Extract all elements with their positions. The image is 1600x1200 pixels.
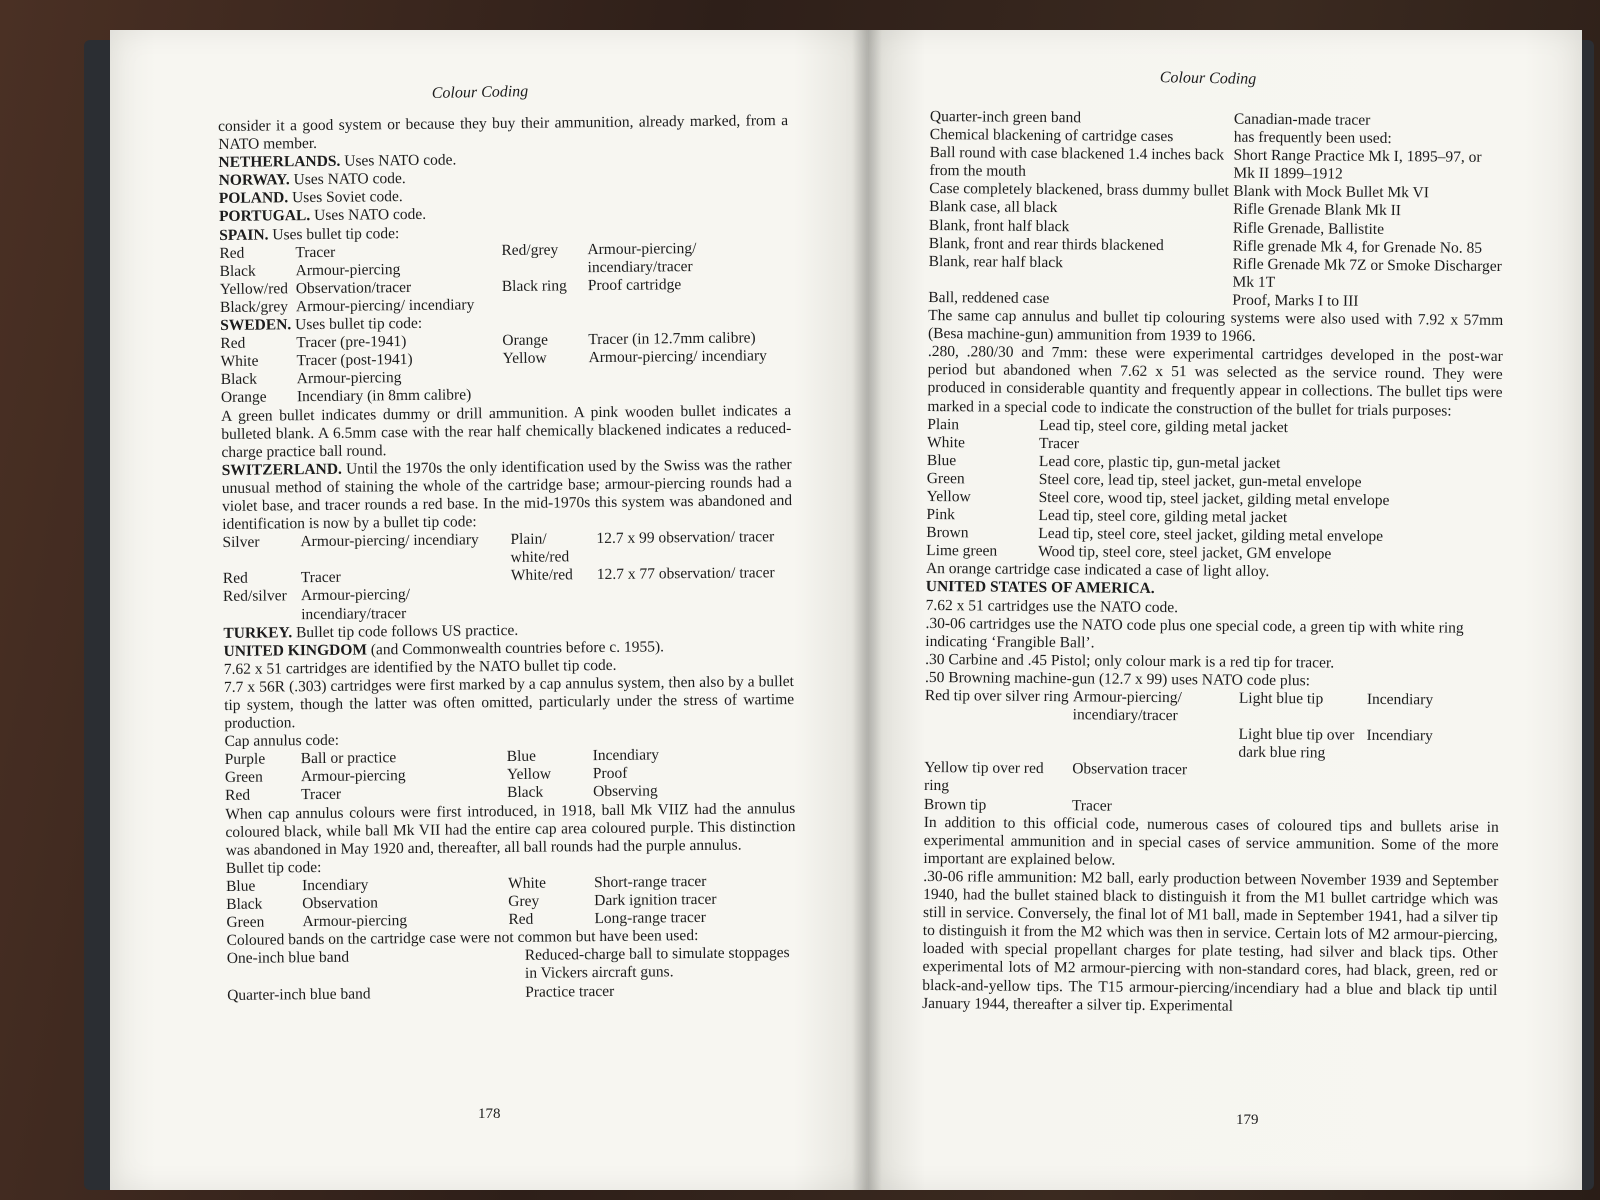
code-colour: White [507,874,546,892]
country-text: Uses Soviet code. [288,188,403,207]
country-name: SWITZERLAND. [221,460,342,479]
band-meaning: has frequently been used: [1233,128,1392,148]
code-meaning: Tracer [301,786,342,804]
code-meaning: Armour-piercing/ incendiary [300,531,479,551]
code-colour: Blue [926,451,957,470]
uk-paragraph: When cap annulus colours were first introduced, in 1918, ball Mk VIIZ had the annulus coloured black, while ball Mk VII had the entire cap area coloured purple. This distinction was abandoned in May 1920 and, thereafter, all ball rounds had the purple annulus. [225,799,796,859]
country-text: Uses NATO code. [289,170,406,189]
code-meaning: Armour-piercing/ incendiary [588,347,767,367]
left-page-text [218,112,797,1005]
switzerland-code-table [222,528,793,624]
code-colour [924,723,1072,760]
code-meaning: Incendiary [592,746,660,765]
code-colour: Blue [225,877,256,895]
code-meaning: Steel core, wood tip, steel jacket, gilding metal envelope [1038,488,1390,509]
code-meaning: Observation [302,894,379,913]
uk-paragraph: 7.62 x 51 cartridges are identified by the NATO bullet tip code. [223,656,617,678]
band-description: Blank, front half black [928,216,1070,235]
uk-paragraph: Coloured bands on the cartridge case were not common but have been used: [226,927,699,950]
body-paragraph: .30-06 rifle ammunition: M2 ball, early production between November 1939 and September 1940, had the bullet stained black to distinguish it from the M1 bullet cartridge which was still in service. Conversely, the final lot of M1 ball, made in September 1941, had a silver tip to distinguish it from the M2 which was then in service. Certain lots of M2 armour-piercing, loaded with special propellant charges for plate testing, had silver and black tips. Other experimental lots of M2 armour-piercing with non-standard cores, had black, green, red or black-and-yellow tips. The T15 armour-piercing/incendiary had a blue and black tip until January 1944, thereafter a silver tip. Experimental [922,867,1499,1015]
usa-line: .50 Browning machine-gun (12.7 x 99) uses NATO code plus: [924,668,1311,690]
book-gutter [852,30,882,1190]
table-row [924,759,1499,800]
code-colour: Red tip over silver ring [924,686,1069,706]
band-meaning: Proof, Marks I to III [1232,291,1359,310]
code-colour: White/red [510,566,573,585]
code-colour: Brown [926,524,969,542]
code-meaning: Incendiary [301,876,369,895]
bullet-tip-table [226,872,797,932]
code-meaning: Armour-piercing/ incendiary [295,296,475,316]
code-colour: Yellow [502,349,547,368]
code-colour [1238,762,1366,799]
code-meaning: Armour-piercing [295,260,401,279]
band-meaning: Canadian-made tracer [1233,110,1371,129]
band-description: One-inch blue band [226,948,350,968]
code-meaning: Incendiary (in 8mm calibre) [296,386,472,406]
body-paragraph: .280, .280/30 and 7mm: these were experimental cartridges developed in the post-war period but abandoned when 7.62 x 51 was selected as the service round. They were produced in considerable quantity and frequently appear in collections. The bullet tips were marked in a special code to indicate the construction of the bullet for trials purposes: [927,343,1503,420]
country-text: (and Commonwealth countries before c. 1955). [366,638,665,659]
code-colour: Pink [926,506,955,524]
code-colour: Yellow/red [219,280,289,298]
band-meaning: Practice tracer [525,982,615,1001]
code-colour: Black/grey [219,298,289,316]
code-meaning: Tracer (post-1941) [296,351,413,370]
code-colour: Black [219,262,256,280]
band-meaning: Rifle Grenade, Ballistite [1232,219,1385,238]
table-row [925,687,1500,728]
code-meaning: Short-range tracer [593,872,707,892]
country-text: Bullet tip code follows US practice. [292,621,519,641]
code-meaning: Armour-piercing/ incendiary/tracer [300,586,411,623]
band-meaning: Rifle Grenade Blank Mk II [1233,201,1402,220]
right-page-text [922,108,1505,1018]
code-meaning [1366,763,1499,800]
sweden-note: A green bullet indicates dummy or drill ammunition. A pink wooden bullet indicates a bulleted blank. A 6.5mm case with the rear half chemically blackened indicates a reduced-charge practice ball round. [221,401,792,461]
code-meaning [1366,799,1499,818]
band-description: Case completely blackened, brass dummy bullet [929,180,1229,200]
code-colour: Yellow tip over red ring [924,759,1044,795]
code-meaning: Armour-piercing [300,767,406,786]
code-colour: Red/grey [501,241,559,259]
code-meaning [597,582,793,620]
country-name: TURKEY. [223,623,293,642]
bullet-tip-label: Bullet tip code: [225,858,322,877]
country-name: NORWAY. [218,171,290,190]
band-description: Ball round with case blackened 1.4 inches back from the mouth [929,144,1225,181]
code-colour [1238,798,1366,817]
code-colour: Light blue tip over dark blue ring [1238,725,1355,762]
code-colour: Orange [220,388,267,407]
code-meaning: Observation tracer [1072,760,1188,779]
code-meaning: Wood tip, steel core, steel jacket, GM envelope [1038,543,1332,563]
country-name: NETHERLANDS. [218,152,341,172]
code-meaning: 12.7 x 99 observation/ tracer [596,528,775,548]
country-name: SWEDEN. [220,316,292,335]
band-meaning: Blank with Mock Bullet Mk VI [1233,183,1429,202]
country-name: UNITED STATES OF AMERICA. [925,578,1155,598]
table-row [924,723,1499,764]
sweden-code-table [220,329,791,407]
code-meaning: Tracer [300,569,341,587]
code-colour: Grey [508,892,540,911]
country-text: Uses NATO code. [340,151,457,170]
country-name: UNITED KINGDOM [223,641,368,660]
code-meaning: Armour-piercing/ incendiary/tracer [1072,688,1182,725]
code-colour: Plain [927,415,960,433]
code-colour: Black [506,784,544,802]
usa-line: 7.62 x 51 cartridges use the NATO code. [925,596,1179,616]
code-colour: Orange [502,331,549,350]
body-paragraph: In addition to this official code, numerous cases of coloured tips and bullets arise in experimental ammunition and in special cases of service ammunition. Some of the more important are explained below. [923,813,1499,869]
cap-annulus-table [225,745,796,805]
code-colour: Red [219,244,245,262]
uk-paragraph: 7.7 x 56R (.303) cartridges were first marked by a cap annulus system, then also by a bullet tip system, though the latter was often omitted, particularly under the stress of wartime production. [223,672,795,733]
code-meaning: Tracer (in 12.7mm calibre) [588,329,756,349]
code-meaning: Incendiary [1366,690,1434,709]
running-head-right: Colour Coding [1159,69,1257,88]
code-colour: Green [226,913,265,932]
code-meaning: Steel core, lead tip, steel jacket, gun-metal envelope [1038,470,1362,491]
code-meaning: 12.7 x 77 observation/ tracer [596,564,775,584]
usa-line: .30 Carbine and .45 Pistol; only colour mark is a red tip for tracer. [925,650,1335,672]
band-description: Quarter-inch blue band [227,984,371,1004]
code-colour: White [927,433,966,452]
spain-code-table [219,239,790,317]
band-description: Blank, front and rear thirds blackened [928,234,1164,254]
code-colour: Black [226,895,263,913]
code-meaning: Armour-piercing/ incendiary/tracer [587,239,697,276]
code-meaning: Lead tip, steel core, gilding metal jacket [1038,507,1288,527]
code-meaning: Ball or practice [300,749,397,768]
code-meaning: Proof cartridge [587,276,682,294]
code-meaning: Observation/tracer [295,278,412,298]
table-row [222,528,792,570]
code-meaning: Tracer [1071,796,1112,815]
band-description: Blank, rear half black [928,252,1064,271]
band-meaning: Rifle Grenade Mk 7Z or Smoke Discharger Mk 1T [1232,255,1502,291]
code-colour: Red/silver [222,587,287,606]
code-colour: Red [508,910,534,929]
code-colour: Red [222,570,248,588]
code-meaning [1072,724,1238,762]
cap-annulus-label: Cap annulus code: [224,731,340,751]
code-colour: Yellow [506,765,552,784]
usa-line: .30-06 cartridges use the NATO code plus one special code, a green tip with white ring indicating ‘Frangible Ball’. [925,614,1464,652]
intro-paragraph: consider it a good system or because they buy their ammunition, already marked, from a NATO member. [218,112,789,154]
band-description: Chemical blackening of cartridge cases [929,126,1174,146]
switzerland-paragraph [222,456,793,534]
body-paragraph: An orange cartridge case indicated a case of light alloy. [925,560,1270,581]
country-name: PORTUGAL. [218,207,311,226]
code-colour: Green [926,469,965,488]
country-text: Until the 1970s the only identification used by the Swiss was the rather unusual method of staining the whole of the cartridge base; armour-piercing rounds had a violet base, and tracer rounds a red base. In the mid-1970s this system was abandoned and identification is now by a bullet tip code: [221,455,793,534]
code-meaning: Observing [592,782,658,801]
country-text: Uses bullet tip code: [268,224,400,244]
country-name: SPAIN. [219,226,269,244]
table-row [223,582,793,624]
code-meaning: Lead core, plastic tip, gun-metal jacket [1038,452,1281,472]
band-meaning: Short Range Practice Mk I, 1895–97, or Mk II 1899–1912 [1233,146,1482,183]
code-colour: Red [225,787,251,805]
code-meaning: Armour-piercing [302,912,408,931]
band-description: Ball, reddened case [928,288,1050,307]
band-description: Quarter-inch green band [929,108,1082,127]
band-description: Blank case, all black [929,198,1058,217]
code-colour: Brown tip [923,795,987,814]
code-meaning: Tracer [295,243,336,261]
code-colour: Green [224,768,263,787]
code-colour: Lime green [926,542,998,560]
body-paragraph: The same cap annulus and bullet tip colouring systems were also used with 7.92 x 57mm (Besa machine-gun) ammunition from 1939 to 1966. [927,307,1504,345]
band-row [227,944,797,986]
code-meaning: Dark ignition tracer [594,890,717,910]
country-name: POLAND. [218,189,289,208]
page-number-left: 178 [478,1106,501,1122]
code-colour: Yellow [926,487,971,506]
code-meaning: Incendiary [1366,727,1433,745]
code-colour: Silver [222,533,260,552]
country-text: Uses bullet tip code: [291,314,423,334]
code-colour: Purple [224,750,266,769]
code-meaning: Tracer (pre-1941) [296,333,407,352]
band-meaning: Rifle grenade Mk 4, for Grenade No. 85 [1232,237,1483,257]
code-colour: Red [220,334,246,353]
code-colour: Plain/ white/red [510,530,570,567]
code-meaning: Armour-piercing [296,369,402,388]
code-colour [511,584,597,621]
code-colour: Blue [506,747,537,766]
code-colour: White [220,352,259,371]
page-number-right: 179 [1236,1112,1259,1128]
running-head-left: Colour Coding [431,82,529,103]
code-colour: Black [220,370,257,389]
browning-code-table [924,687,1500,819]
code-meaning: Long-range tracer [594,909,706,928]
code-meaning: Lead tip, steel core, gilding metal jacket [1039,416,1289,436]
band-meaning: Reduced-charge ball to simulate stoppages in Vickers aircraft guns. [524,944,790,983]
band-row [929,144,1504,185]
code-colour: Light blue tip [1238,689,1324,708]
code-meaning: Lead tip, steel core, steel jacket, gilding metal envelope [1038,525,1384,546]
band-row [928,253,1503,294]
code-meaning: Proof [592,765,628,783]
code-meaning: Tracer [1039,434,1080,452]
code-colour: Black ring [501,277,567,295]
country-text: Uses NATO code. [310,206,427,225]
trials-tip-table [926,416,1502,566]
